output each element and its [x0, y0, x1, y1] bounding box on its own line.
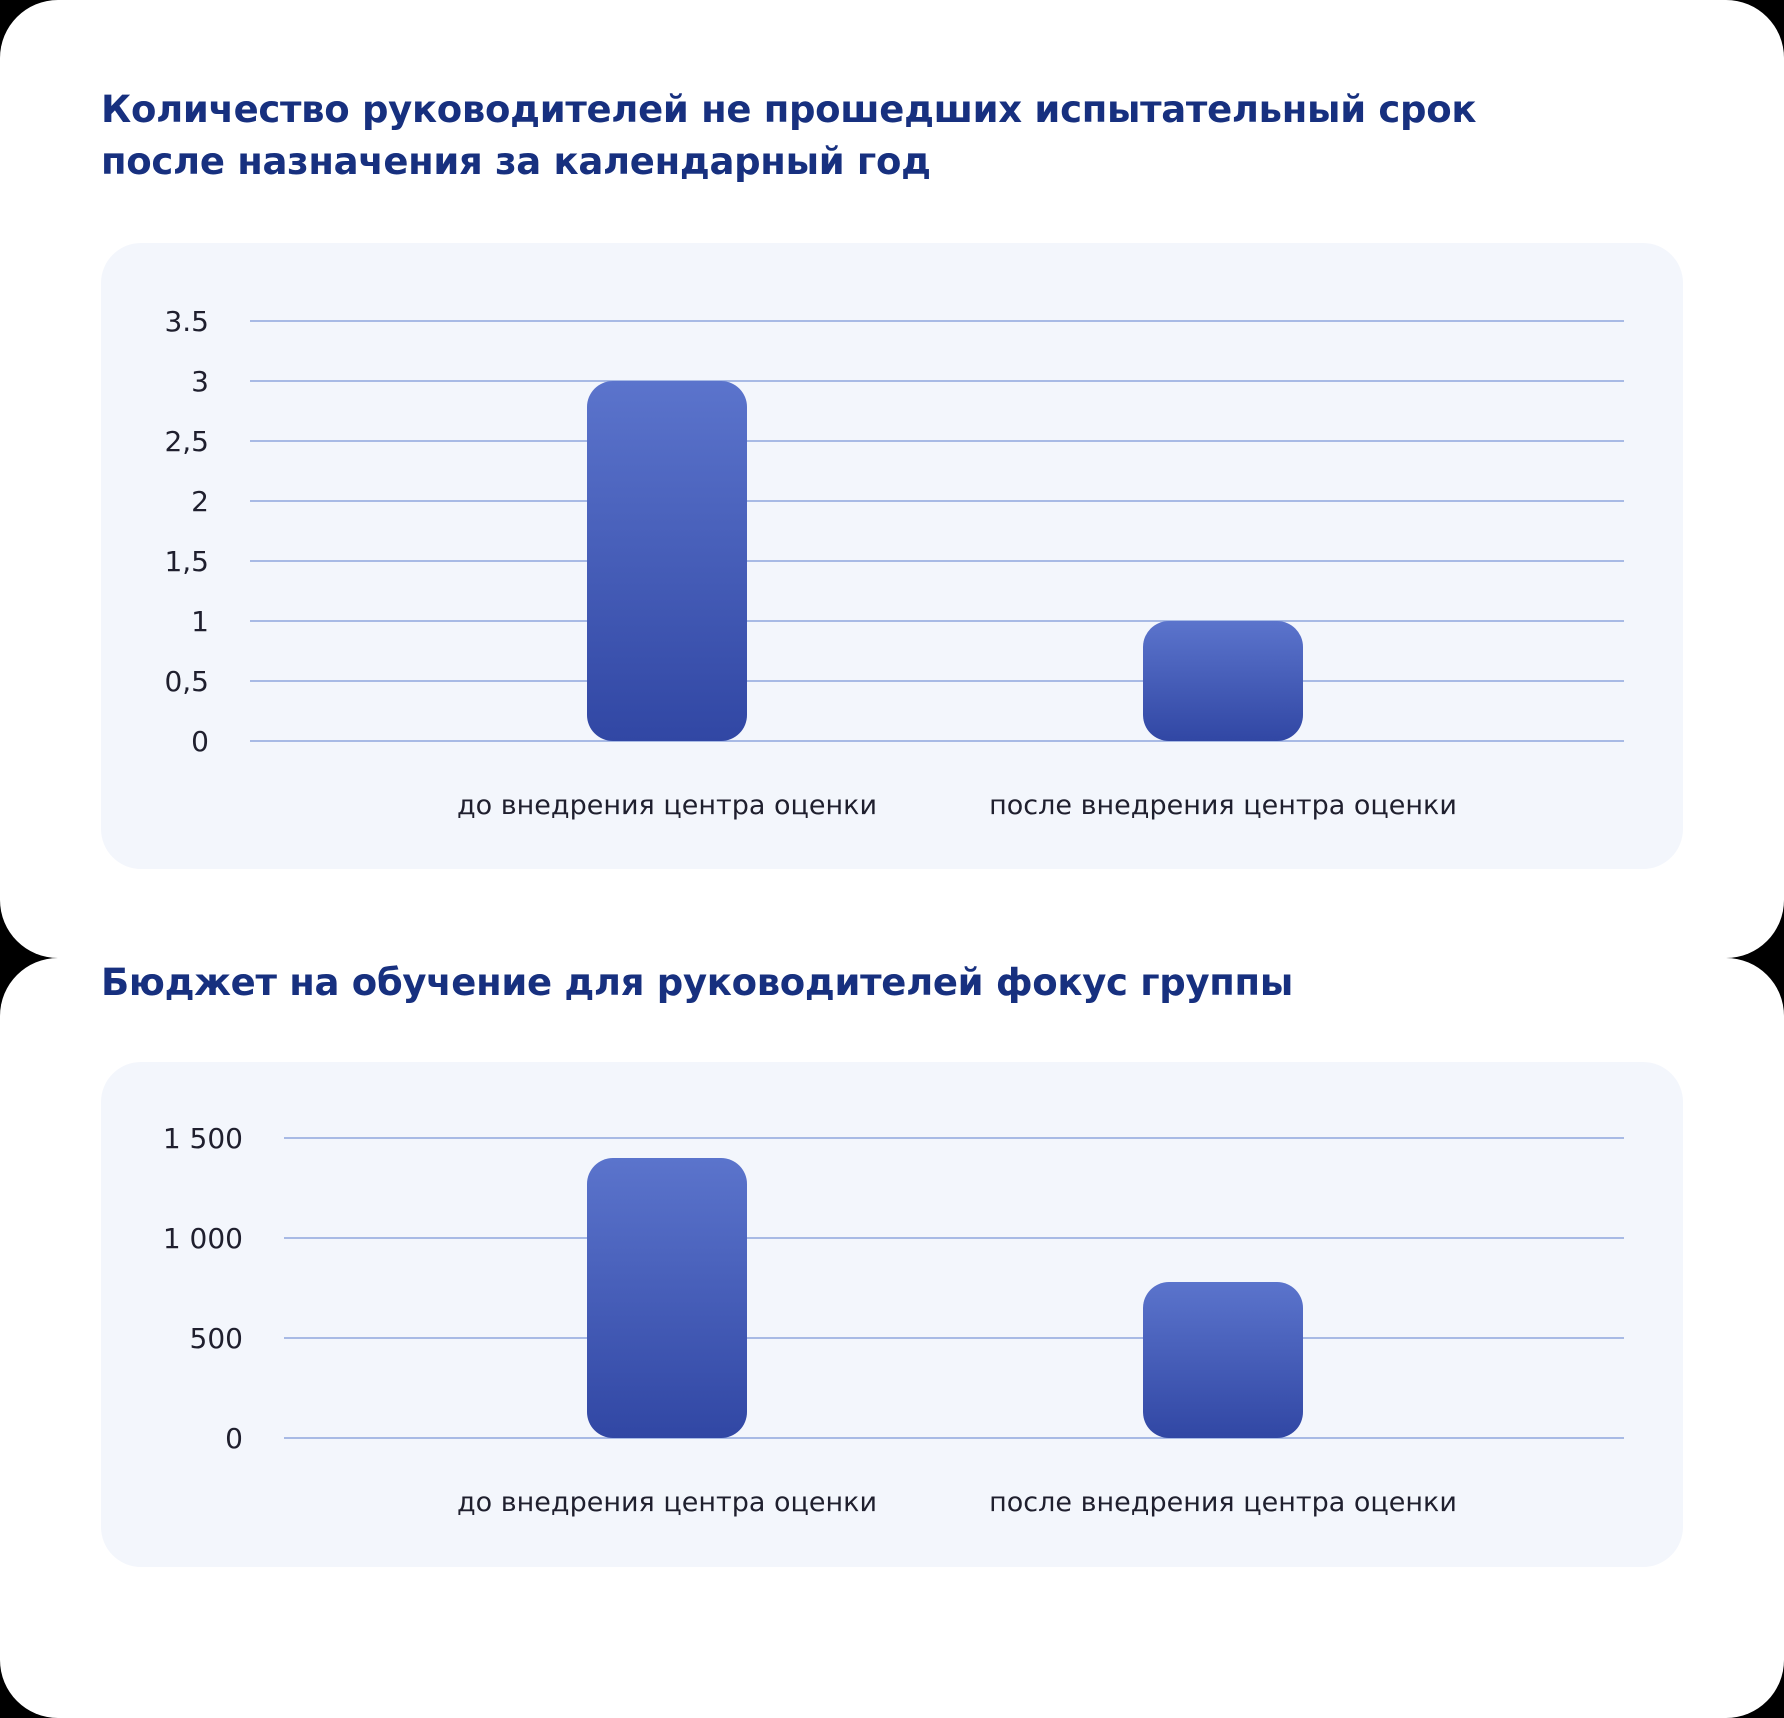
category-label: до внедрения центра оценки [456, 790, 878, 821]
bar [1143, 1282, 1303, 1438]
y-tick-label: 1 500 [162, 1122, 243, 1155]
y-tick-label: 1 000 [162, 1222, 243, 1255]
y-tick-label: 0 [191, 725, 209, 758]
bar [587, 381, 747, 741]
bar [587, 1158, 747, 1438]
category-label: после внедрения центра оценки [989, 1487, 1457, 1518]
chart-panel-probation [101, 243, 1683, 869]
y-tick-label: 1,5 [164, 545, 209, 578]
bar-chart-probation [101, 243, 1683, 869]
y-tick-label: 500 [189, 1322, 243, 1355]
chart-title-line: Количество руководителей не прошедших испытательный срок [101, 88, 1477, 131]
y-tick-label: 3 [191, 365, 209, 398]
bar-chart-budget [101, 1062, 1683, 1567]
chart-title-line: Бюджет на обучение для руководителей фокус группы [101, 961, 1293, 1004]
chart-panel-budget [101, 1062, 1683, 1567]
chart-title-budget [101, 957, 1293, 1009]
y-tick-label: 3.5 [164, 305, 209, 338]
chart-title-line: после назначения за календарный год [101, 140, 931, 183]
bar [1143, 621, 1303, 741]
y-tick-label: 0,5 [164, 665, 209, 698]
y-tick-label: 2 [191, 485, 209, 518]
chart-title-probation [101, 84, 1476, 188]
category-label: после внедрения центра оценки [989, 790, 1457, 821]
y-tick-label: 1 [191, 605, 209, 638]
y-tick-label: 2,5 [164, 425, 209, 458]
category-label: до внедрения центра оценки [456, 1487, 878, 1518]
y-tick-label: 0 [225, 1422, 243, 1455]
